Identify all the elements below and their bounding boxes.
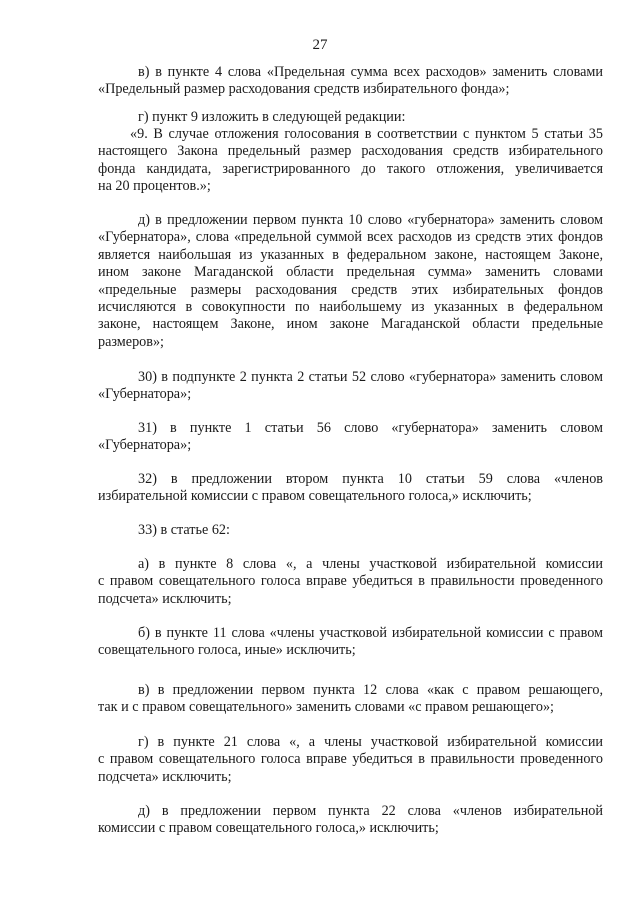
paragraph-g-item-9 <box>98 109 603 126</box>
text-line: «предельные размеры расходования средств этих избирательных фондов <box>98 281 603 298</box>
text-line: с правом совещательного голоса вправе убедиться в правильности проведенного <box>98 573 603 590</box>
paragraph-item-30 <box>98 369 603 404</box>
paragraph-item-33-d <box>98 803 603 838</box>
text-line: комиссии с правом совещательного голоса,» исключить; <box>98 820 439 837</box>
text-line: б) в пункте 11 слова «члены участковой избирательной комиссии с правом <box>138 625 603 641</box>
text-line: г) пункт 9 изложить в следующей редакции: <box>138 109 406 125</box>
text-line: с правом совещательного голоса вправе убедиться в правильности проведенного <box>98 751 603 768</box>
text-line: в) в пункте 4 слова «Предельная сумма всех расходов» заменить словами <box>138 64 603 80</box>
text-line: а) в пункте 8 слова «, а члены участковой избирательной комиссии <box>138 556 603 572</box>
text-line: 30) в подпункте 2 пункта 2 статьи 52 слово «губернатора» заменить словом <box>138 369 603 385</box>
text-line: «Предельный размер расходования средств избирательного фонда»; <box>98 81 510 98</box>
text-line: д) в предложении первом пункта 10 слово «губернатора» заменить словом <box>138 212 603 228</box>
text-line: в) в предложении первом пункта 12 слова «как с правом решающего, <box>138 682 603 698</box>
text-line: на 20 процентов.»; <box>98 178 211 195</box>
text-line: подсчета» исключить; <box>98 768 232 785</box>
text-line: так и с правом совещательного» заменить словами «с правом решающего»; <box>98 699 554 716</box>
paragraph-v-item-4 <box>98 64 603 99</box>
text-line: избирательной комиссии с правом совещательного голоса,» исключить; <box>98 488 532 505</box>
paragraph-item-33 <box>98 522 603 539</box>
text-line: д) в предложении первом пункта 22 слова «членов избирательной <box>138 803 603 819</box>
text-line: является наибольшая из указанных в федеральном законе, настоящем Законе, <box>98 246 603 263</box>
text-line: исчисляются в совокупности по наибольшему из указанных в федеральном <box>98 299 603 316</box>
text-line: г) в пункте 21 слова «, а члены участковой избирательной комиссии <box>138 734 603 750</box>
paragraph-item-33-b <box>98 625 603 660</box>
paragraph-item-33-a <box>98 556 603 608</box>
text-line: «Губернатора», слова «предельной суммой всех расходов из средств этих фондов <box>98 229 603 246</box>
paragraph-g-quoted-text <box>98 126 603 196</box>
text-line: размеров»; <box>98 333 164 350</box>
text-line: 32) в предложении втором пункта 10 статьи 59 слова «членов <box>138 471 603 487</box>
text-line: подсчета» исключить; <box>98 590 232 607</box>
text-line: фонда кандидата, зарегистрированного до такого отложения, увеличивается <box>98 160 603 177</box>
paragraph-item-31 <box>98 420 603 455</box>
paragraph-item-33-v <box>98 682 603 717</box>
paragraph-d-item-10 <box>98 212 603 351</box>
text-line: «Губернатора»; <box>98 386 192 403</box>
text-line: 31) в пункте 1 статьи 56 слово «губернатора» заменить словом <box>138 420 603 436</box>
paragraph-item-33-g <box>98 734 603 786</box>
page-number: 27 <box>312 37 328 53</box>
text-line: ином законе Магаданской области предельная сумма» заменить словами <box>98 264 603 281</box>
text-line: настоящего Закона предельный размер расходования средств избирательного <box>98 143 603 160</box>
text-line: совещательного голоса, иные» исключить; <box>98 642 356 659</box>
paragraph-item-32 <box>98 471 603 506</box>
text-line: «9. В случае отложения голосования в соответствии с пунктом 5 статьи 35 <box>130 126 603 142</box>
text-line: законе, настоящем Законе, ином законе Магаданской области предельные <box>98 316 603 333</box>
text-line: 33) в статье 62: <box>138 522 230 538</box>
text-line: «Губернатора»; <box>98 437 192 454</box>
